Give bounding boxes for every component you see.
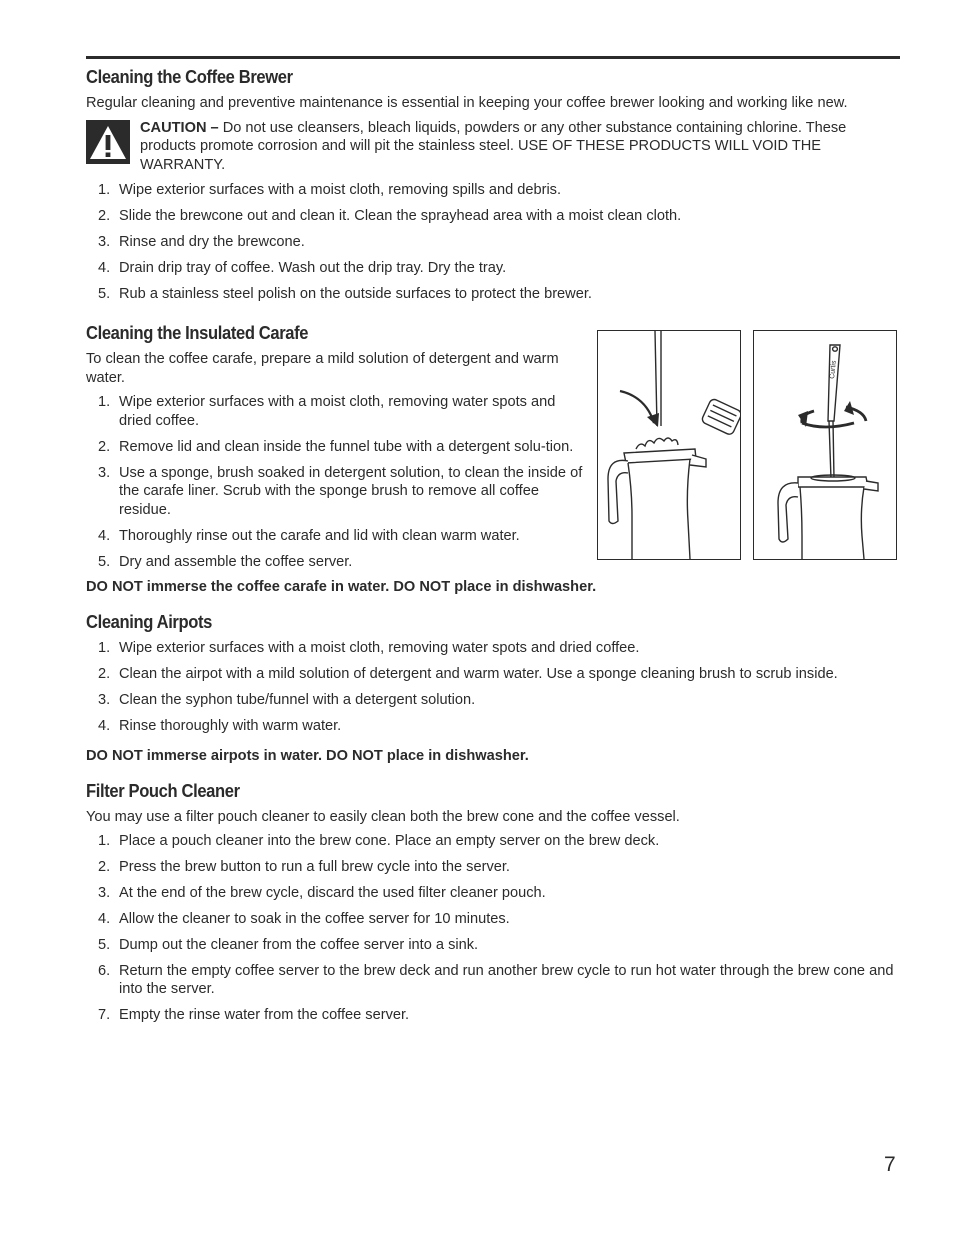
brewer-steps bbox=[86, 181, 900, 303]
brewer-intro: Regular cleaning and preventive maintenance is essential in keeping your coffee brewer looking and working like new. bbox=[86, 95, 848, 111]
list-item: 1. Wipe exterior surfaces with a moist cloth, removing water spots and dried coffee. bbox=[98, 639, 640, 656]
carafe-twist-illustration bbox=[753, 330, 897, 560]
list-item: 5. Dump out the cleaner from the coffee server into a sink. bbox=[98, 936, 479, 953]
carafe-brush-illustration bbox=[597, 330, 741, 560]
list-item: 1. Wipe exterior surfaces with a moist cloth, removing water spots and dried coffee. bbox=[98, 394, 556, 429]
filter-heading: Filter Pouch Cleaner bbox=[86, 780, 240, 801]
caution-text bbox=[140, 119, 900, 175]
brush-logo: Curtis bbox=[829, 360, 838, 380]
list-item: 2. Remove lid and clean inside the funnel tube with a detergent solu-tion. bbox=[98, 438, 574, 455]
list-item: 2. Clean the airpot with a mild solution of detergent and warm water. Use a sponge cleaning brush to scrub inside. bbox=[98, 665, 838, 682]
list-item: 3. Use a sponge, brush soaked in detergent solution, to clean the inside of the carafe liner. Scrub with the sponge brush to remove all coffee residue. bbox=[98, 464, 583, 518]
carafe-intro: To clean the coffee carafe, prepare a mild solution of detergent and warm water. bbox=[86, 351, 559, 386]
caution-body: Do not use cleansers, bleach liquids, powders or any other substance containing chlorine. These products promote corrosion and will pit the stainless steel. USE OF THESE PRODUCTS WILL VOID THE WARRANTY. bbox=[140, 119, 847, 173]
top-rule bbox=[86, 56, 900, 59]
list-item: 2. Press the brew button to run a full brew cycle into the server. bbox=[98, 858, 510, 875]
section-carafe bbox=[86, 322, 900, 596]
airpots-heading: Cleaning Airpots bbox=[86, 611, 212, 632]
carafe-illustrations bbox=[597, 330, 899, 562]
list-item: 1. Wipe exterior surfaces with a moist cloth, removing spills and debris. bbox=[98, 182, 562, 198]
filter-steps bbox=[86, 832, 900, 1024]
list-item: 6. Return the empty coffee server to the brew deck and run another brew cycle to run hot water through the brew cone and into the server. bbox=[98, 962, 894, 998]
warning-icon bbox=[86, 120, 130, 164]
list-item: 4. Rinse thoroughly with warm water. bbox=[98, 717, 342, 734]
list-item: 1. Place a pouch cleaner into the brew cone. Place an empty server on the brew deck. bbox=[98, 833, 660, 850]
list-item: 5. Dry and assemble the coffee server. bbox=[98, 553, 353, 570]
caution-label: CAUTION – bbox=[140, 119, 219, 136]
list-item: 3. At the end of the brew cycle, discard the used filter cleaner pouch. bbox=[98, 884, 546, 901]
carafe-steps bbox=[86, 393, 591, 571]
list-item: 5. Rub a stainless steel polish on the outside surfaces to protect the brewer. bbox=[98, 285, 592, 302]
list-item: 4. Allow the cleaner to soak in the coffee server for 10 minutes. bbox=[98, 910, 510, 927]
section-filter bbox=[86, 780, 900, 1025]
filter-intro: You may use a filter pouch cleaner to easily clean both the brew cone and the coffee vessel. bbox=[86, 808, 680, 825]
carafe-notice: DO NOT immerse the coffee carafe in water. DO NOT place in dishwasher. bbox=[86, 579, 597, 596]
list-item: 4. Drain drip tray of coffee. Wash out the drip tray. Dry the tray. bbox=[98, 259, 507, 276]
list-item: 4. Thoroughly rinse out the carafe and lid with clean warm water. bbox=[98, 527, 520, 544]
carafe-heading: Cleaning the Insulated Carafe bbox=[86, 323, 309, 344]
page-content bbox=[86, 66, 900, 1032]
caution-block bbox=[86, 119, 900, 175]
list-item: 7. Empty the rinse water from the coffee server. bbox=[98, 1006, 410, 1023]
list-item: 3. Rinse and dry the brewcone. bbox=[98, 233, 305, 250]
airpots-steps bbox=[86, 639, 900, 735]
brewer-heading: Cleaning the Coffee Brewer bbox=[86, 67, 293, 87]
airpots-notice: DO NOT immerse airpots in water. DO NOT place in dishwasher. bbox=[86, 748, 529, 765]
list-item: 3. Clean the syphon tube/funnel with a detergent solution. bbox=[98, 691, 476, 708]
section-airpots bbox=[86, 611, 900, 766]
section-brewer bbox=[86, 66, 900, 303]
page-number: 7 bbox=[884, 1153, 896, 1176]
list-item: 2. Slide the brewcone out and clean it. Clean the sprayhead area with a moist clean cloth. bbox=[98, 207, 682, 224]
